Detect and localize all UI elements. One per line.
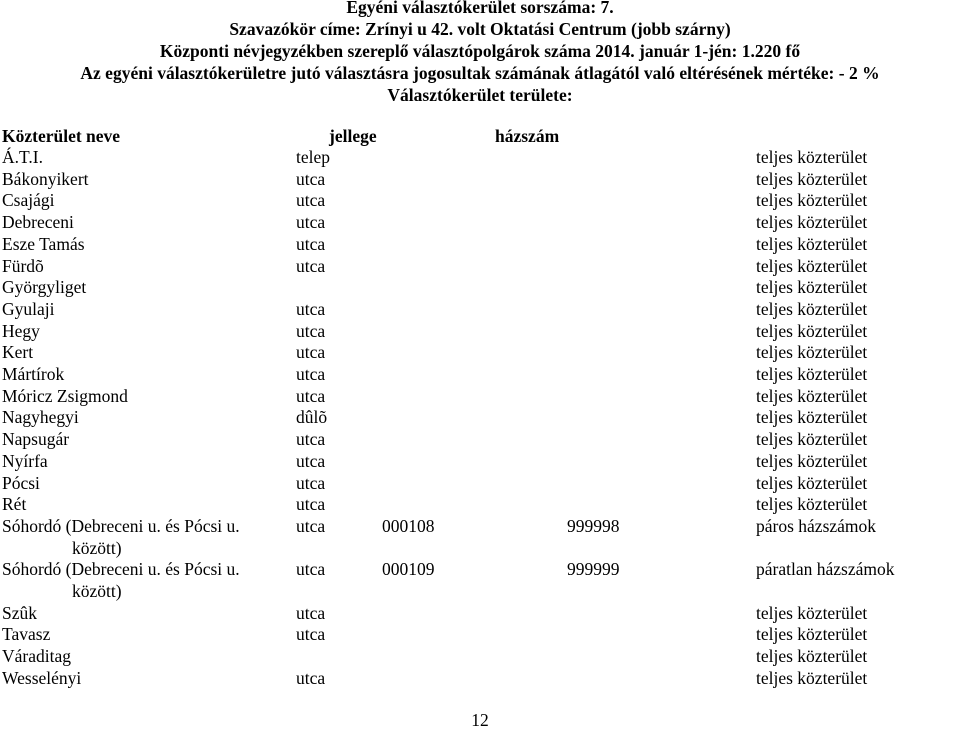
street-name: Debreceni [2, 212, 74, 233]
street-type: utca [296, 298, 326, 319]
street-name: Esze Tamás [2, 233, 85, 254]
street-name: Kert [2, 342, 34, 363]
street-name: Wesselényi [2, 667, 82, 688]
coverage-scope: páratlan házszámok [756, 559, 895, 580]
column-header-name: Közterület neve [2, 126, 121, 146]
coverage-scope: teljes közterület [756, 255, 868, 276]
coverage-scope: teljes közterület [756, 342, 868, 363]
house-number-to: 999998 [567, 515, 620, 536]
coverage-scope: teljes közterület [756, 429, 868, 450]
street-name: Á.T.I. [2, 147, 43, 167]
street-name: Tavasz [2, 624, 51, 645]
street-name: Sóhordó (Debreceni u. és Pócsi u. [2, 559, 240, 580]
street-name: Szûk [2, 602, 37, 623]
coverage-scope: teljes közterület [756, 667, 868, 688]
street-type: utca [296, 212, 326, 233]
street-name: Györgyliget [2, 277, 87, 298]
coverage-scope: teljes közterület [756, 494, 868, 515]
street-type: utca [296, 255, 326, 276]
house-number-to: 999999 [567, 559, 620, 580]
coverage-scope: teljes közterület [756, 320, 868, 341]
house-number-from: 000109 [382, 559, 435, 580]
street-name: Gyulaji [2, 298, 55, 319]
coverage-scope: teljes közterület [756, 472, 868, 493]
house-number-from: 000108 [382, 515, 435, 536]
street-type: utca [296, 602, 326, 623]
street-name: Napsugár [2, 429, 70, 450]
coverage-scope: teljes közterület [756, 450, 868, 471]
street-name: Váraditag [2, 646, 71, 667]
coverage-scope: teljes közterület [756, 298, 868, 319]
street-type: utca [296, 494, 326, 515]
coverage-scope: teljes közterület [756, 364, 868, 384]
street-name-continuation: között) [72, 537, 122, 558]
street-type: utca [296, 472, 326, 493]
coverage-scope: teljes közterület [756, 277, 868, 298]
street-name-continuation: között) [72, 581, 122, 601]
column-header-type: jellege [329, 126, 377, 146]
street-type: utca [296, 429, 326, 450]
coverage-scope: teljes közterület [756, 147, 868, 167]
street-type: utca [296, 364, 326, 384]
polling-station-address-line: Szavazókör címe: Zrínyi u 42. volt Oktatási Centrum (jobb szárny) [229, 19, 731, 39]
street-type: dûlõ [296, 407, 328, 428]
coverage-scope: teljes közterület [756, 212, 868, 233]
street-type: utca [296, 559, 326, 580]
street-name: Rét [2, 494, 27, 515]
district-number-line: Egyéni választókerület sorszáma: 7. [346, 0, 614, 17]
street-name: Sóhordó (Debreceni u. és Pócsi u. [2, 515, 240, 536]
street-name: Móricz Zsigmond [2, 385, 128, 406]
street-type: utca [296, 342, 326, 363]
street-type: utca [296, 320, 326, 341]
street-name: Nagyhegyi [2, 407, 79, 428]
street-type: utca [296, 667, 326, 688]
street-type: utca [296, 168, 326, 189]
coverage-scope: teljes közterület [756, 190, 868, 211]
street-type: utca [296, 515, 326, 536]
coverage-scope: teljes közterület [756, 646, 868, 667]
street-name: Fürdõ [2, 255, 44, 276]
district-area-line: Választókerület területe: [387, 85, 573, 105]
coverage-scope: teljes közterület [756, 168, 868, 189]
coverage-scope: teljes közterület [756, 407, 868, 428]
street-type: utca [296, 233, 326, 254]
street-name: Csajági [2, 190, 55, 211]
voter-count-line: Központi névjegyzékben szereplő választópolgárok száma 2014. január 1-jén: 1.220 fő [159, 41, 801, 61]
street-name: Pócsi [2, 472, 40, 493]
page-number: 12 [471, 710, 489, 730]
deviation-line: Az egyéni választókerületre jutó választásra jogosultak számának átlagától való eltérésének mértéke: - 2 % [80, 63, 880, 83]
street-type: utca [296, 190, 326, 211]
coverage-scope: teljes közterület [756, 233, 868, 254]
street-type: utca [296, 385, 326, 406]
street-name: Nyírfa [2, 450, 48, 471]
street-name: Mártírok [2, 364, 65, 384]
street-type: utca [296, 450, 326, 471]
coverage-scope: teljes közterület [756, 624, 868, 645]
street-name: Bákonyikert [2, 168, 89, 189]
coverage-scope: páros házszámok [756, 515, 877, 536]
coverage-scope: teljes közterület [756, 602, 868, 623]
street-name: Hegy [2, 320, 40, 341]
coverage-scope: teljes közterület [756, 385, 868, 406]
street-type: telep [296, 147, 331, 167]
column-header-number: házszám [495, 126, 560, 146]
street-type: utca [296, 624, 326, 645]
